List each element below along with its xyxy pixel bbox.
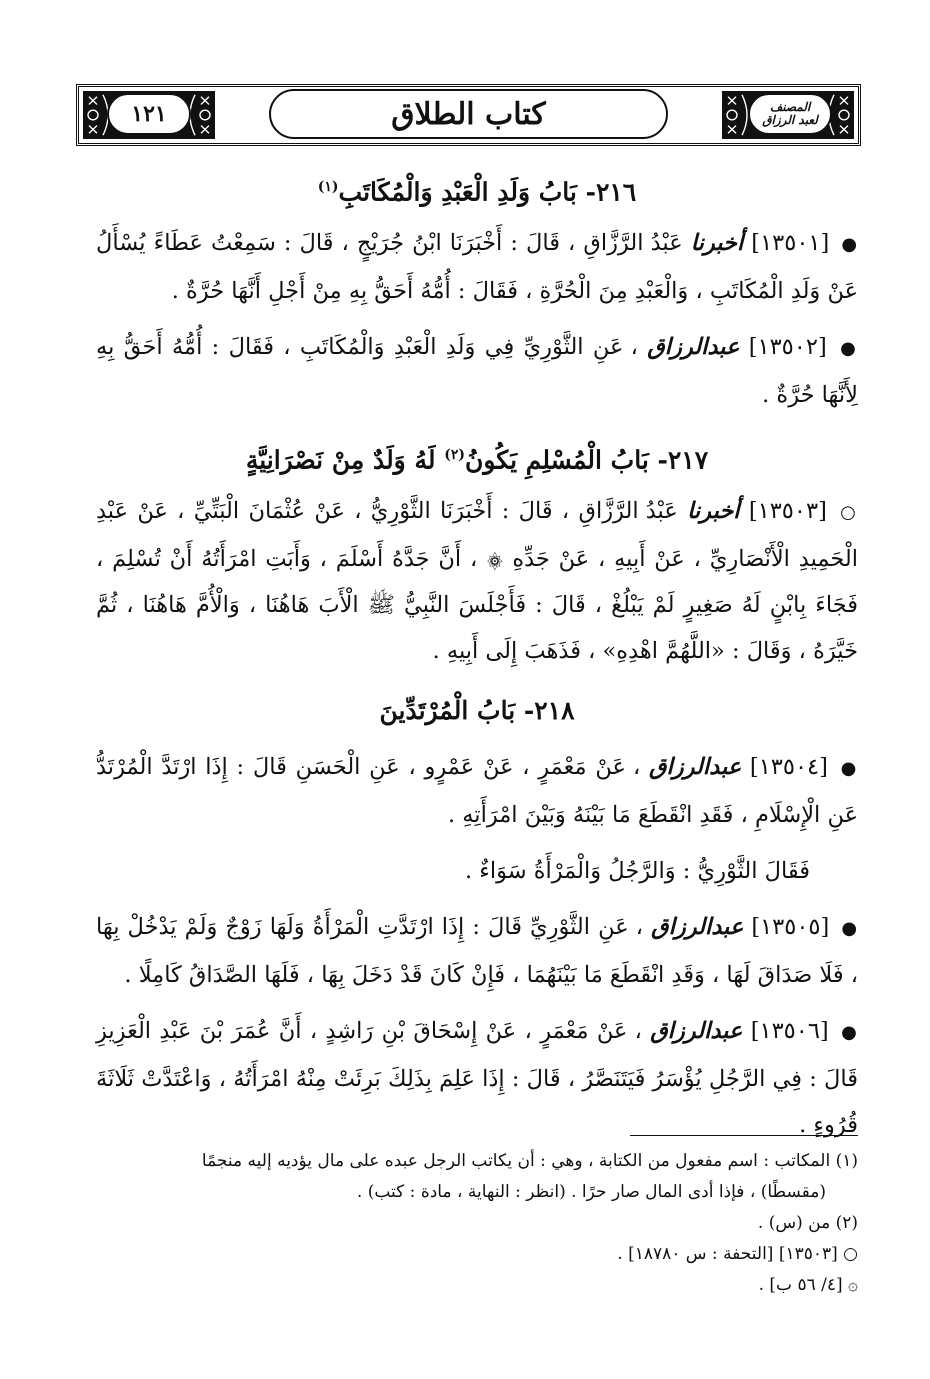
hadith-13502 [96, 324, 858, 418]
hadith-text: عَبْدُ الرَّزَّاقِ ، قَالَ : أَخْبَرَنَا ابْنُ جُرَيْجٍ ، قَالَ : سَمِعْتُ عَطَاءً يُسْأَلُ عَنْ وَلَدِ الْمُكَاتَبِ ، وَالْعَبْدِ مِنَ الْحُرَّةِ ، فَقَالَ : أُمُّهُ أَحَقُّ بِهِ مِنْ أَجْلِ أَنَّهَا حُرَّةٌ . [96, 230, 858, 304]
hadith-13505 [96, 904, 858, 998]
footnote-manuscript-ref: ۞ [٤/ ٥٦ ب] . [758, 1275, 858, 1295]
narration-formula: أخبرنا [690, 230, 744, 256]
section-heading-217 [96, 428, 858, 482]
hadith-13504-comment: فَقَالَ الثَّوْرِيُّ : وَالرَّجُلُ وَالْمَرْأَةُ سَوَاءٌ . [464, 858, 810, 884]
narration-formula: أخبرنا [687, 498, 740, 524]
narrator-name: عبدالرزاق [651, 914, 744, 940]
chapter-title: كتاب الطلاق [269, 89, 668, 139]
footnote-ref: (٢) [444, 447, 465, 463]
footnote-1: (١) المكاتب : اسم مفعول من الكتابة ، وهي : أن يكاتب الرجل عبده على مال يؤديه إليه منجمًا [201, 1151, 858, 1171]
hadith-13501 [96, 220, 858, 314]
footnote-2: (٢) من (س) . [757, 1213, 858, 1233]
hadith-text: ، عَنِ الثَّوْرِيِّ فِي وَلَدِ الْعَبْدِ وَالْمُكَاتَبِ ، فَقَالَ : أُمُّهُ أَحَقُّ بِهِ لِأَنَّهَا حُرَّةٌ . [96, 334, 858, 408]
hadith-13503 [96, 488, 858, 674]
hadith-number: [١٣٥٠٤] [749, 754, 828, 780]
hadith-13504 [96, 744, 858, 838]
hadith-text: عَبْدُ الرَّزَّاقِ ، قَالَ : أَخْبَرَنَا الثَّوْرِيُّ ، عَنْ عُثْمَانَ الْبَتِّيِّ ، عَنْ عَبْدِ الْحَمِيدِ الْأَنْصَارِيِّ ، عَنْ أَبِيهِ ، عَنْ جَدِّهِ ۞ ، أَنَّ جَدَّهُ أَسْلَمَ ، وَأَبَتِ امْرَأَتُهُ أَنْ تُسْلِمَ ، فَجَاءَ بِابْنٍ لَهُ صَغِيرٍ لَمْ يَبْلُغْ ، قَالَ : فَأَجْلَسَ النَّبِيُّ ﷺ الْأَبَ هَاهُنَا ، وَالْأُمَّ هَاهُنَا ، ثُمَّ خَيَّرَهُ ، وَقَالَ : «اللَّهُمَّ اهْدِهِ» ، فَذَهَبَ إِلَى أَبِيهِ . [96, 498, 858, 664]
section-heading-218 [96, 684, 858, 738]
heading-text: ٢١٦- بَابُ وَلَدِ الْعَبْدِ وَالْمُكَاتَبِ [338, 177, 637, 207]
footnote-tuhfa: ○ [١٣٥٠٣] [التحفة : س ١٨٧٨٠] . [617, 1244, 858, 1264]
hadith-number: [١٣٥٠٢] [748, 334, 827, 360]
footnotes [96, 1146, 858, 1301]
running-header [76, 84, 861, 146]
main-text [96, 160, 858, 1158]
bullet-filled-icon: ● [840, 758, 858, 779]
heading-text-cont: لَهُ وَلَدٌ مِنْ نَصْرَانِيَّةٍ [245, 445, 436, 475]
hadith-number: [١٣٥٠٦] [750, 1018, 829, 1044]
narrator-name: عبدالرزاق [649, 754, 742, 780]
bullet-filled-icon: ● [840, 338, 859, 359]
bullet-filled-icon: ● [841, 918, 858, 939]
footnote-1-cont: (مقسطًا) ، فإذا أدى المال صار حرًا . (انظر : النهاية ، مادة : كتب) . [356, 1182, 826, 1202]
heading-text: ٢١٨- بَابُ الْمُرْتَدِّينَ [379, 696, 575, 725]
hadith-text: ، عَنْ مَعْمَرٍ ، عَنْ إِسْحَاقَ بْنِ رَاشِدٍ ، أَنَّ عُمَرَ بْنَ عَبْدِ الْعَزِيزِ قَالَ : فِي الرَّجُلِ يُؤْسَرُ فَيَتَنَصَّرُ ، قَالَ : إِذَا عَلِمَ بِذَلِكَ بَرِئَتْ مِنْهُ امْرَأَتُهُ ، وَاعْتَدَّتْ ثَلَاثَةَ قُرُوءٍ . [96, 1018, 858, 1138]
brand-line-2: لعبد الرزاق [762, 113, 818, 127]
hadith-number: [١٣٥٠٣] [748, 498, 827, 524]
footnote-separator [630, 1135, 858, 1136]
narrator-name: عبدالرزاق [650, 1018, 743, 1044]
hadith-text: ، عَنْ مَعْمَرٍ ، عَنْ عَمْرٍو ، عَنِ الْحَسَنِ قَالَ : إِذَا ارْتَدَّ الْمُرْتَدُّ عَنِ الْإِسْلَامِ ، فَقَدِ انْقَطَعَ مَا بَيْنَهُ وَبَيْنَ امْرَأَتِهِ . [96, 754, 858, 828]
hadith-number: [١٣٥٠٥] [751, 914, 830, 940]
hadith-text: ، عَنِ الثَّوْرِيِّ قَالَ : إِذَا ارْتَدَّتِ الْمَرْأَةُ وَلَهَا زَوْجٌ وَلَمْ يَدْخُلْ بِهَا ، فَلَا صَدَاقَ لَهَا ، وَقَدِ انْقَطَعَ مَا بَيْنَهُمَا ، فَإِنْ كَانَ قَدْ دَخَلَ بِهَا ، فَلَهَا الصَّدَاقُ كَامِلًا . [96, 914, 858, 988]
heading-text: ٢١٧- بَابُ الْمُسْلِمِ يَكُونُ [464, 445, 709, 475]
section-heading-216 [96, 160, 858, 214]
bullet-filled-icon: ● [841, 1022, 858, 1043]
bullet-filled-icon: ● [841, 234, 858, 255]
bullet-hollow-icon: ○ [840, 502, 858, 523]
hadith-13506 [96, 1008, 858, 1148]
hadith-number: [١٣٥٠١] [751, 230, 830, 256]
brand-line-1: المصنف [769, 100, 811, 114]
book-brand [748, 93, 832, 135]
page-number: ١٢١ [107, 93, 191, 135]
narrator-name: عبدالرزاق [647, 334, 740, 360]
footnote-ref: (١) [317, 179, 339, 195]
